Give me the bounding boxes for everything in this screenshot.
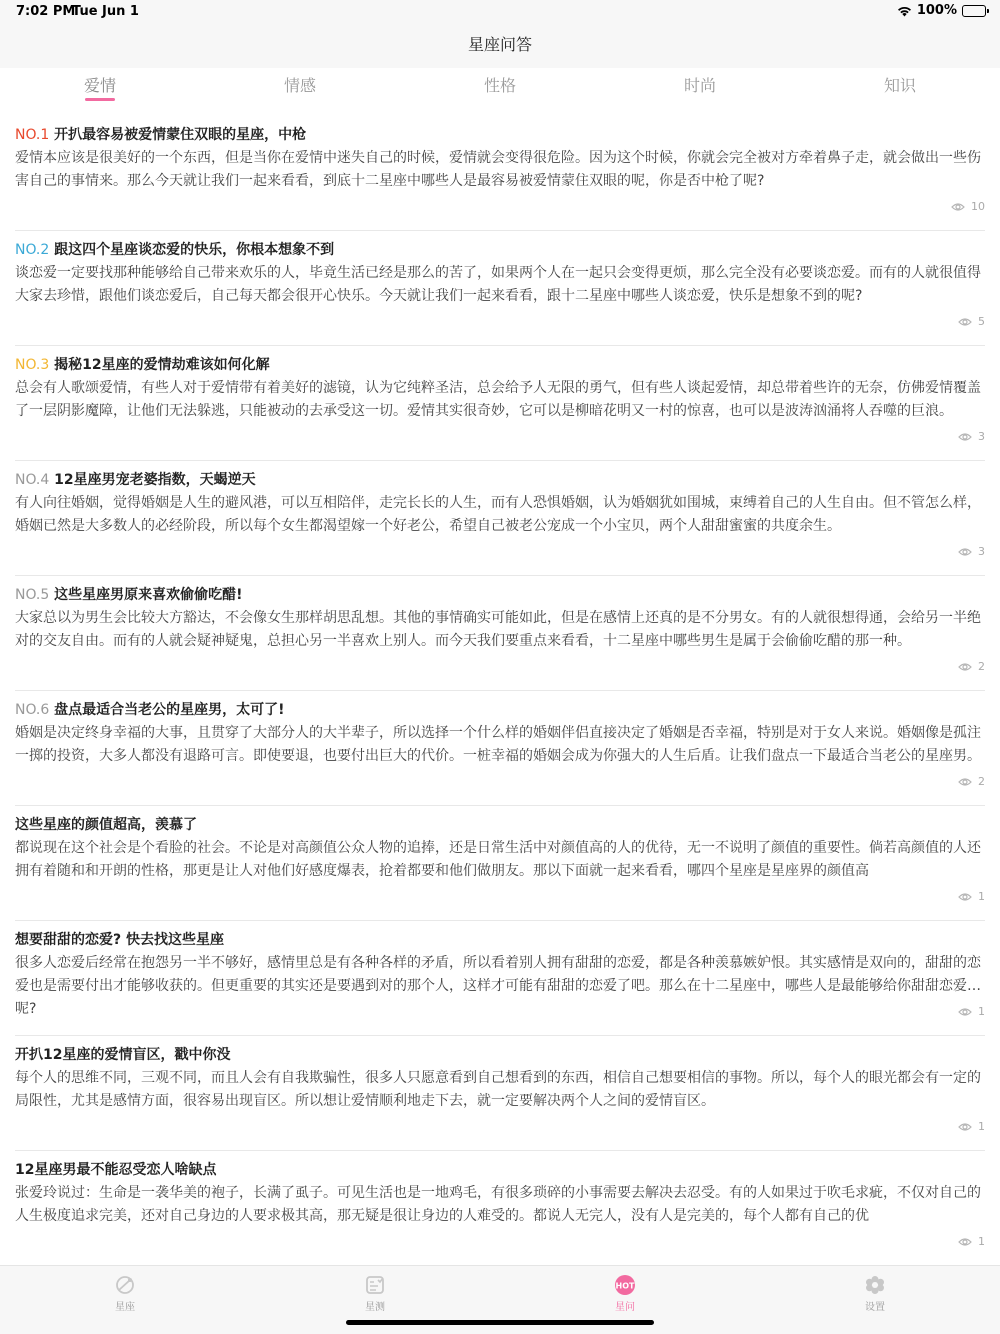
tab-knowledge[interactable] xyxy=(800,68,1000,108)
article-views xyxy=(958,545,985,558)
battery-percent: 100% xyxy=(916,3,957,18)
home-indicator xyxy=(346,1320,654,1325)
article-title: 12星座男最不能忍受恋人啥缺点 xyxy=(15,1162,217,1178)
status-date: Tue Jun 1 xyxy=(72,4,139,19)
article-title: 盘点最适合当老公的星座男，太可了! xyxy=(54,702,285,718)
article-title-line xyxy=(15,1044,230,1064)
article-title-line xyxy=(15,469,256,489)
eye-icon xyxy=(958,547,972,557)
eye-icon xyxy=(958,1122,972,1132)
article-rank: NO.5 xyxy=(15,587,50,603)
tabbar-label: 设置 xyxy=(865,1302,885,1313)
tab-label: 知识 xyxy=(883,76,916,95)
tab-fashion[interactable] xyxy=(600,68,800,108)
tabbar-item-settings[interactable] xyxy=(750,1266,1000,1334)
tab-label: 性格 xyxy=(483,76,516,95)
view-count: 5 xyxy=(978,315,985,328)
view-count: 2 xyxy=(978,660,985,673)
article-title: 揭秘12星座的爱情劫难该如何化解 xyxy=(54,357,270,373)
article-views xyxy=(958,775,985,788)
article-rank: NO.1 xyxy=(15,127,50,143)
article-title-line xyxy=(15,239,334,259)
article-title-line xyxy=(15,814,197,834)
article-title-line xyxy=(15,699,285,719)
article-summary: 张爱玲说过：生命是一袭华美的袍子，长满了虱子。可见生活也是一地鸡毛，有很多琐碎的小事需要去解决去忍受。有的人如果过于吹毛求疵，不仅对自己的人生极度追求完美，还对自己身边的人要求极其高，那无疑是很让身边的人难受的。都说人无完人，没有人是完美的，每个人都有自己的优 xyxy=(15,1185,981,1224)
article-title-line xyxy=(15,584,243,604)
article-rank: NO.4 xyxy=(15,472,50,488)
article-title-line xyxy=(15,1159,216,1179)
page-title: 星座问答 xyxy=(467,35,532,54)
article-views xyxy=(958,890,985,903)
article-title: 想要甜甜的恋爱? 快去找这些星座 xyxy=(15,932,224,948)
tab-emotion[interactable] xyxy=(200,68,400,108)
article-title: 开扒最容易被爱情蒙住双眼的星座，中枪 xyxy=(54,127,307,143)
article-summary: 大家总以为男生会比较大方豁达，不会像女生那样胡思乱想。其他的事情确实可能如此，但是在感情上还真的是不分男女。有的人就很想得通，会给另一半绝对的交友自由。而有的人就会疑神疑鬼，总担心另一半喜欢上别人。而今天我们要重点来看看，十二星座中哪些男生是属于会偷偷吃醋的那一种。 xyxy=(15,610,981,649)
tab-active-indicator xyxy=(85,98,115,101)
article-title-line xyxy=(15,124,306,144)
article-title: 12星座男宠老婆指数，天蝎逆天 xyxy=(54,472,256,488)
view-count: 3 xyxy=(978,545,985,558)
article-views xyxy=(958,430,985,443)
article-views xyxy=(951,200,985,213)
article-item[interactable] xyxy=(15,231,985,346)
tabbar-label: 星座 xyxy=(115,1302,135,1313)
tab-love[interactable] xyxy=(0,68,200,108)
article-item[interactable] xyxy=(15,576,985,691)
tab-label: 时尚 xyxy=(683,76,716,95)
eye-icon xyxy=(958,892,972,902)
tabbar-item-constellation[interactable] xyxy=(0,1266,250,1334)
navigation-bar xyxy=(0,24,1000,68)
tab-label: 情感 xyxy=(283,76,316,95)
eye-icon xyxy=(958,317,972,327)
category-tabs xyxy=(0,68,1000,108)
tab-label: 爱情 xyxy=(83,76,116,95)
article-item[interactable] xyxy=(15,346,985,461)
view-count: 10 xyxy=(971,200,985,213)
article-views xyxy=(958,1005,985,1018)
hot-icon xyxy=(613,1274,637,1296)
article-title: 这些星座的颜值超高，羡慕了 xyxy=(15,817,197,833)
view-count: 1 xyxy=(978,890,985,903)
status-bar xyxy=(0,0,1000,24)
article-title: 跟这四个星座谈恋爱的快乐，你根本想象不到 xyxy=(54,242,335,258)
article-item[interactable] xyxy=(15,691,985,806)
article-summary: 总会有人歌颂爱情，有些人对于爱情带有着美好的滤镜，认为它纯粹圣洁，总会给予人无限的勇气，但有些人谈起爱情，却总带着些许的无奈，仿佛爱情覆盖了一层阴影魔障，让他们无法躲逃，只能被动的去承受这一切。爱情其实很奇妙，它可以是柳暗花明又一村的惊喜，也可以是波涛汹涌将人吞噬的巨浪。 xyxy=(15,380,981,419)
article-summary: 很多人恋爱后经常在抱怨另一半不够好，感情里总是有各种各样的矛盾，所以看着别人拥有甜甜的恋爱，都是各种羡慕嫉妒恨。其实感情是双向的，甜甜的恋爱也是需要付出才能够收获的。但更重要的其实还是要遇到对的那个人，这样才可能有甜甜的恋爱了吧。那么在十二星座中，哪些人是最能够给你甜甜恋爱的呢? xyxy=(15,955,981,1017)
article-views xyxy=(958,1120,985,1133)
article-summary: 都说现在这个社会是个看脸的社会。不论是对高颜值公众人物的追捧，还是日常生活中对颜值高的人的优待，无一不说明了颜值的重要性。倘若高颜值的人还拥有着随和和开朗的性格，那更是让人对他们好感度爆表，抢着都要和他们做朋友。那以下面就一起来看看，哪四个星座是星座界的颜值高 xyxy=(15,840,981,879)
constellation-icon xyxy=(114,1274,136,1296)
battery-icon xyxy=(962,5,986,17)
settings-icon xyxy=(864,1274,886,1296)
article-item[interactable] xyxy=(15,461,985,576)
article-item[interactable] xyxy=(15,1151,985,1266)
status-time: 7:02 PM xyxy=(16,4,76,19)
article-item[interactable] xyxy=(15,116,985,231)
article-title-line xyxy=(15,929,224,949)
view-count: 1 xyxy=(978,1005,985,1018)
eye-icon xyxy=(958,777,972,787)
article-item[interactable] xyxy=(15,1036,985,1151)
eye-icon xyxy=(958,432,972,442)
article-rank: NO.3 xyxy=(15,357,50,373)
article-title-line xyxy=(15,354,270,374)
article-summary: 每个人的思维不同，三观不同，而且人会有自我欺骗性，很多人只愿意看到自己想看到的东西，相信自己想要相信的事物。所以，每个人的眼光都会有一定的局限性，尤其是感情方面，很容易出现盲区。所以想让爱情顺利地走下去，就一定要解决两个人之间的爱情盲区。 xyxy=(15,1070,981,1109)
view-count: 2 xyxy=(978,775,985,788)
article-summary: 爱情本应该是很美好的一个东西，但是当你在爱情中迷失自己的时候，爱情就会变得很危险。因为这个时候，你就会完全被对方牵着鼻子走，就会做出一些伤害自己的事情来。那么今天就让我们一起来看看，到底十二星座中哪些人是最容易被爱情蒙住双眼的呢，你是否中枪了呢? xyxy=(15,150,981,189)
tab-personality[interactable] xyxy=(400,68,600,108)
tabbar-label: 星问 xyxy=(615,1302,635,1313)
eye-icon xyxy=(951,202,965,212)
hot-badge-text: HOT xyxy=(615,1281,635,1291)
view-count: 3 xyxy=(978,430,985,443)
article-views xyxy=(958,315,985,328)
article-title: 开扒12星座的爱情盲区，戳中你没 xyxy=(15,1047,231,1063)
article-item[interactable] xyxy=(15,921,985,1036)
article-summary: 有人向往婚姻，觉得婚姻是人生的避风港，可以互相陪伴，走完长长的人生，而有人恐惧婚姻，认为婚姻犹如围城，束缚着自己的人生自由。但不管怎么样，婚姻已然是大多数人的必经阶段，所以每个女生都渴望嫁一个好老公，希望自己被老公宠成一个小宝贝，两个人甜甜蜜蜜的共度余生。 xyxy=(15,495,981,534)
eye-icon xyxy=(958,1237,972,1247)
eye-icon xyxy=(958,1007,972,1017)
view-count: 1 xyxy=(978,1235,985,1248)
view-count: 1 xyxy=(978,1120,985,1133)
article-views xyxy=(958,1235,985,1248)
article-views xyxy=(958,660,985,673)
article-rank: NO.2 xyxy=(15,242,50,258)
article-title: 这些星座男原来喜欢偷偷吃醋! xyxy=(54,587,243,603)
article-summary: 婚姻是决定终身幸福的大事，且贯穿了大部分人的大半辈子，所以选择一个什么样的婚姻伴侣直接决定了婚姻是否幸福，特别是对于女人来说。婚姻像是孤注一掷的投资，大多人都没有退路可言。即使要退，也要付出巨大的代价。一桩幸福的婚姻会成为你强大的人生后盾。让我们盘点一下最适合当老公的星座男。 xyxy=(15,725,981,764)
eye-icon xyxy=(958,662,972,672)
article-item[interactable] xyxy=(15,806,985,921)
article-summary: 谈恋爱一定要找那种能够给自己带来欢乐的人，毕竟生活已经是那么的苦了，如果两个人在一起只会变得更烦，那么完全没有必要谈恋爱。而有的人就很值得大家去珍惜，跟他们谈恋爱后，自己每天都会很开心快乐。今天就让我们一起来看看，跟十二星座中哪些人谈恋爱，快乐是想象不到的呢? xyxy=(15,265,981,304)
status-right xyxy=(897,3,986,18)
article-list xyxy=(0,116,1000,1266)
wifi-icon xyxy=(897,5,912,17)
test-icon xyxy=(364,1274,386,1296)
article-rank: NO.6 xyxy=(15,702,50,718)
tabbar-label: 星测 xyxy=(365,1302,385,1313)
